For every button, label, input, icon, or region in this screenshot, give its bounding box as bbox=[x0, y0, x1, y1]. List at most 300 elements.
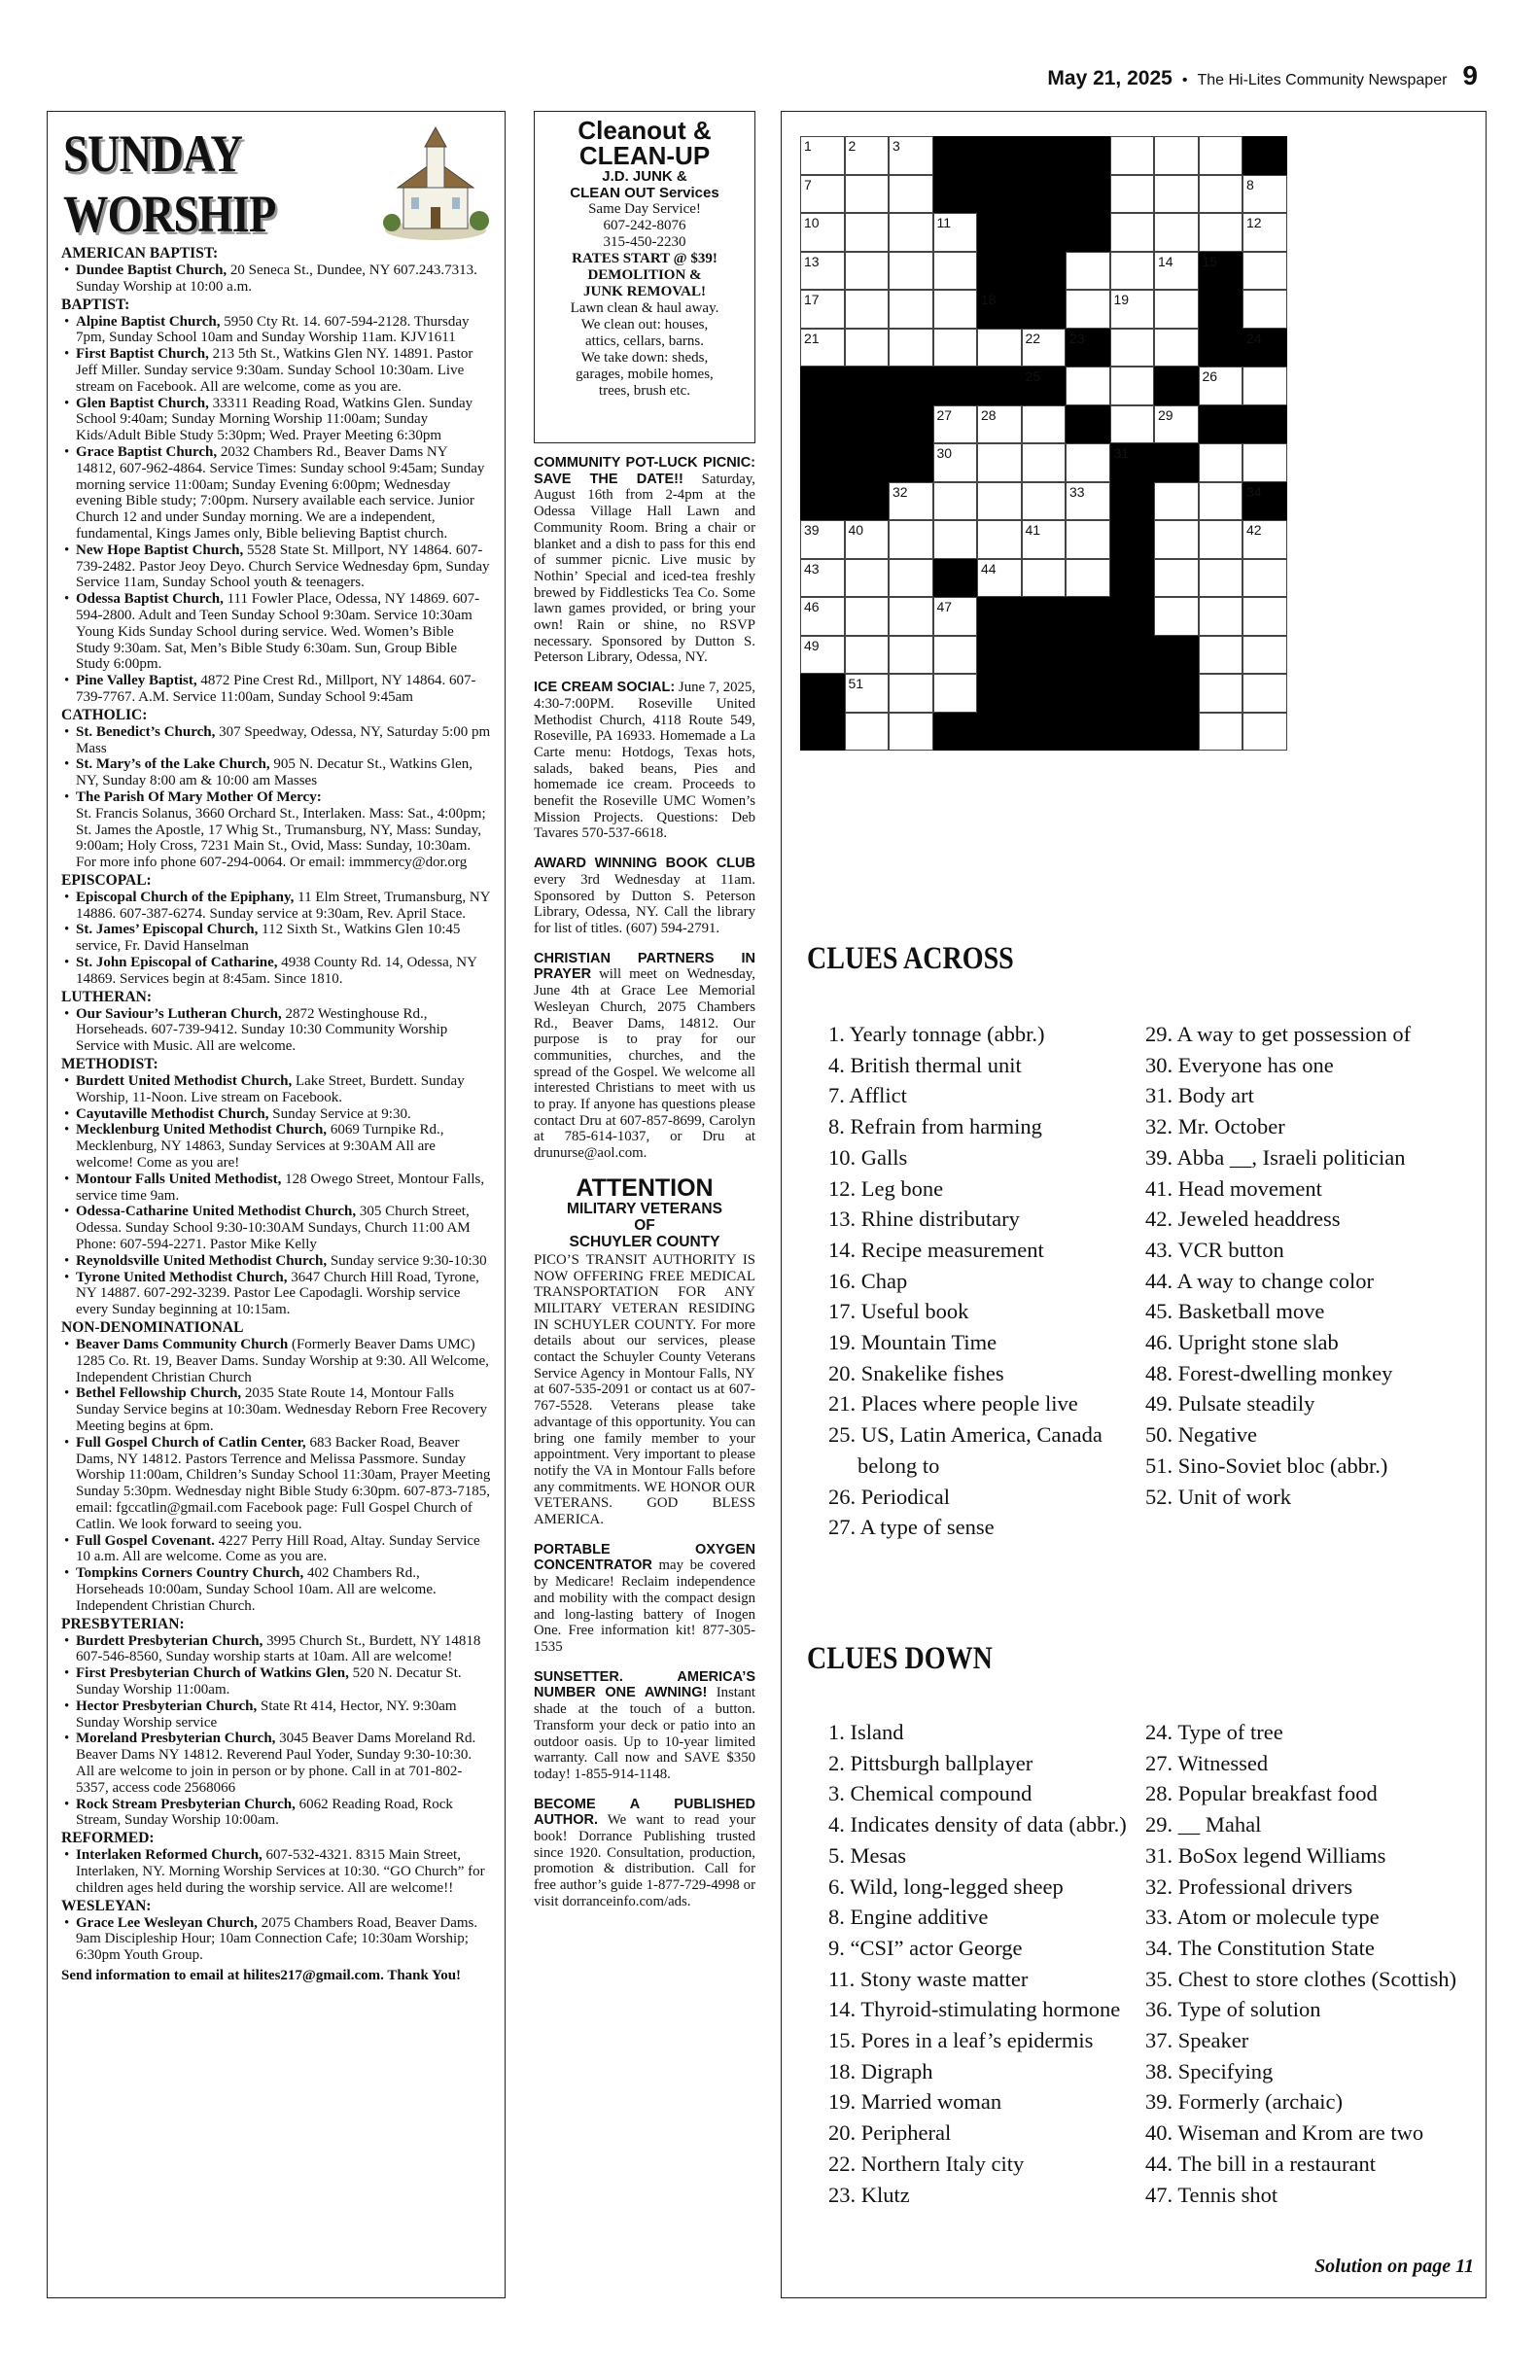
crossword-cell[interactable] bbox=[1242, 252, 1287, 291]
clue-number: 21 bbox=[804, 330, 820, 346]
crossword-cell[interactable] bbox=[845, 597, 890, 636]
clue: 49. Pulsate steadily bbox=[1145, 1391, 1315, 1417]
church-listing bbox=[61, 346, 491, 395]
crossword-cell[interactable] bbox=[977, 443, 1022, 482]
church-listing bbox=[61, 1797, 491, 1830]
clues-down-right bbox=[1145, 1717, 1456, 2210]
church-details: 307 Speedway, Odessa, NY, Saturday 5:00 pm Mass bbox=[76, 723, 491, 756]
crossword-black-square bbox=[800, 443, 845, 482]
crossword-cell[interactable] bbox=[1154, 597, 1199, 636]
bullet-icon: • bbox=[64, 262, 70, 278]
crossword-cell[interactable] bbox=[800, 329, 845, 368]
clue-number: 24 bbox=[1246, 330, 1262, 346]
crossword-cell[interactable] bbox=[933, 674, 978, 713]
church-listing bbox=[61, 955, 491, 988]
crossword-cell[interactable] bbox=[933, 443, 978, 482]
crossword-cell[interactable] bbox=[1110, 252, 1155, 291]
clue: belong to bbox=[858, 1452, 940, 1478]
crossword-black-square bbox=[800, 367, 845, 405]
clue-number: 17 bbox=[804, 292, 820, 307]
clue-number: 51 bbox=[848, 676, 864, 691]
ad-line: We clean out: houses, bbox=[580, 317, 709, 332]
clue-number: 42 bbox=[1246, 522, 1262, 538]
crossword-cell[interactable] bbox=[845, 213, 890, 252]
clue: 8. Refrain from harming bbox=[828, 1114, 1042, 1139]
church-name: Beaver Dams Community Church bbox=[76, 1337, 289, 1353]
crossword-cell[interactable] bbox=[889, 482, 933, 521]
bullet-icon: • bbox=[64, 591, 70, 608]
clue: 17. Useful book bbox=[828, 1299, 969, 1324]
crossword-cell[interactable] bbox=[800, 636, 845, 675]
crossword-black-square bbox=[1110, 559, 1155, 598]
church-listing bbox=[61, 1565, 491, 1614]
church-listing bbox=[61, 444, 491, 542]
crossword-cell[interactable] bbox=[800, 559, 845, 598]
crossword-cell[interactable] bbox=[1242, 367, 1287, 405]
clue-number: 2 bbox=[848, 138, 857, 154]
sunsetter-ad: SUNSETTER. AMERICA’S NUMBER ONE AWNING! Instant shade at the touch of a button. Transform your deck or patio into an outdoor oasis. Up to 10-year limited warranty. Call now and SAVE $350 today! 1-855-914-1148. bbox=[534, 1668, 755, 1782]
crossword-cell[interactable] bbox=[889, 674, 933, 713]
crossword-cell[interactable] bbox=[933, 597, 978, 636]
crossword-cell[interactable] bbox=[1199, 175, 1243, 214]
crossword-cell[interactable] bbox=[1242, 597, 1287, 636]
bullet-icon: • bbox=[64, 1385, 70, 1402]
crossword-cell[interactable] bbox=[933, 213, 978, 252]
clue-number: 31 bbox=[1113, 445, 1130, 461]
potluck-notice: COMMUNITY POT-LUCK PICNIC: SAVE THE DATE!! Saturday, August 16th from 2-4pm at the Odessa Village Hall Lawn and Community Room. Bring a chair or blanket and a dish to pass for this end of summer picnic. Live music by Nothin’ Special and iced-tea freshly brewed by Fiddlesticks Tea Co. Some lawn games provided, or bring your own! Rain or shine, no RSVP necessary. Sponsored by Dutton S. Peterson Library, Odessa, NY. bbox=[534, 455, 755, 666]
bullet-icon: • bbox=[64, 1073, 70, 1090]
church-listing bbox=[61, 1106, 491, 1123]
crossword-cell[interactable] bbox=[1242, 636, 1287, 675]
crossword-cell[interactable] bbox=[933, 405, 978, 444]
clue: 36. Type of solution bbox=[1145, 1997, 1321, 2022]
clue: 50. Negative bbox=[1145, 1422, 1257, 1448]
clue: 16. Chap bbox=[828, 1268, 908, 1293]
clue: 19. Married woman bbox=[828, 2089, 1002, 2115]
page-header bbox=[1047, 60, 1478, 89]
crossword-cell[interactable] bbox=[889, 290, 933, 329]
clue: 20. Peripheral bbox=[828, 2120, 952, 2146]
clue-number: 22 bbox=[1025, 330, 1041, 346]
church-details: 2032 Chambers Rd., Beaver Dams NY 14812, 607-962-4864. Service Times: Sunday school 9:45am; Sunday morning service 11:00am; Sunday Evening 6:00pm; Wednesday evening Bible study; 7:00pm. Nursery available each service. Junior Church 12 and under Sunday morning. We are a independent, fundamental, Kings James only, Bible believing Baptist church. bbox=[76, 443, 485, 542]
crossword-cell[interactable] bbox=[1110, 175, 1155, 214]
church-listing bbox=[61, 1847, 491, 1896]
crossword-cell[interactable] bbox=[800, 290, 845, 329]
crossword-cell[interactable] bbox=[889, 713, 933, 752]
crossword-black-square bbox=[977, 252, 1022, 291]
phone-1: 607-242-8076 bbox=[603, 218, 686, 233]
crossword-cell[interactable] bbox=[1110, 329, 1155, 368]
clue: 33. Atom or molecule type bbox=[1145, 1905, 1380, 1930]
clues-down-left bbox=[828, 1717, 1127, 2210]
clue-number: 47 bbox=[936, 599, 953, 614]
church-details: 607-532-4321. 8315 Main Street, Interlaken, NY. Morning Worship Services at 10:30. “GO Church” for children ages held during the worship service. All are welcome!! bbox=[76, 1847, 485, 1896]
crossword-cell[interactable] bbox=[1066, 559, 1110, 598]
crossword-cell[interactable] bbox=[1154, 482, 1199, 521]
crossword-cell[interactable] bbox=[977, 405, 1022, 444]
crossword-black-square bbox=[1066, 136, 1110, 175]
crossword-black-square bbox=[1242, 482, 1287, 521]
church-listing bbox=[61, 922, 491, 955]
clue: 31. BoSox legend Williams bbox=[1145, 1842, 1386, 1868]
crossword-cell[interactable] bbox=[977, 559, 1022, 598]
crossword-black-square bbox=[1154, 713, 1199, 752]
crossword-cell[interactable] bbox=[1066, 482, 1110, 521]
clue: 27. Witnessed bbox=[1145, 1750, 1269, 1775]
clue: 11. Stony waste matter bbox=[828, 1966, 1029, 1991]
crossword-black-square bbox=[845, 405, 890, 444]
crossword-cell[interactable] bbox=[1242, 213, 1287, 252]
clue: 13. Rhine distributary bbox=[828, 1207, 1020, 1232]
crossword-cell[interactable] bbox=[800, 520, 845, 559]
church-name: St. Mary’s of the Lake Church, bbox=[76, 756, 270, 773]
crossword-cell[interactable] bbox=[1242, 559, 1287, 598]
crossword-cell[interactable] bbox=[1242, 674, 1287, 713]
crossword-cell[interactable] bbox=[845, 674, 890, 713]
crossword-cell[interactable] bbox=[800, 213, 845, 252]
crossword-cell[interactable] bbox=[845, 175, 890, 214]
crossword-cell[interactable] bbox=[1154, 405, 1199, 444]
crossword-cell[interactable] bbox=[845, 559, 890, 598]
church-name: The Parish Of Mary Mother Of Mercy: bbox=[76, 788, 322, 805]
crossword-cell[interactable] bbox=[933, 290, 978, 329]
church-details: 112 Sixth St., Watkins Glen 10:45 service, Fr. David Hanselman bbox=[76, 922, 461, 955]
church-name: Full Gospel Covenant. bbox=[76, 1532, 215, 1549]
church-name: St. Benedict’s Church, bbox=[76, 723, 216, 740]
crossword-black-square bbox=[800, 674, 845, 713]
crossword-cell[interactable] bbox=[1154, 252, 1199, 291]
crossword-cell[interactable] bbox=[889, 597, 933, 636]
clues-across-right bbox=[1145, 1019, 1411, 1512]
church-listing bbox=[61, 1385, 491, 1434]
crossword-black-square bbox=[1066, 329, 1110, 368]
clue: 12. Leg bone bbox=[828, 1175, 944, 1201]
demolition: DEMOLITION & bbox=[587, 267, 702, 283]
crossword-black-square bbox=[1110, 636, 1155, 675]
community-notices bbox=[534, 455, 755, 1924]
crossword-cell[interactable] bbox=[1154, 520, 1199, 559]
church-listing bbox=[61, 591, 491, 673]
cleanout-title-2: CLEAN-UP bbox=[578, 141, 711, 170]
crossword-cell[interactable] bbox=[1066, 252, 1110, 291]
bullet-icon: • bbox=[64, 673, 70, 689]
crossword-cell[interactable] bbox=[933, 520, 978, 559]
sunday-worship-column bbox=[47, 111, 506, 2298]
clue: 5. Mesas bbox=[828, 1842, 906, 1868]
crossword-black-square bbox=[800, 713, 845, 752]
clue-number: 49 bbox=[804, 637, 820, 653]
crossword-cell[interactable] bbox=[845, 329, 890, 368]
crossword-cell[interactable] bbox=[889, 520, 933, 559]
crossword-black-square bbox=[1154, 443, 1199, 482]
worship-section-heading: WESLEYAN: bbox=[61, 1897, 152, 1914]
header-separator: • bbox=[1181, 72, 1188, 88]
bullet-icon: • bbox=[64, 1847, 70, 1864]
crossword-cell[interactable] bbox=[1154, 213, 1199, 252]
clue: 22. Northern Italy city bbox=[828, 2151, 1025, 2176]
crossword-cell[interactable] bbox=[1242, 443, 1287, 482]
church-details: 20 Seneca St., Dundee, NY 607.243.7313. Sunday Worship at 10:00 a.m. bbox=[76, 262, 477, 295]
crossword-cell[interactable] bbox=[1199, 367, 1243, 405]
worship-section-heading: AMERICAN BAPTIST: bbox=[61, 245, 219, 262]
clues-down-title: CLUES DOWN bbox=[807, 1641, 993, 1676]
worship-title: SUNDAY WORSHIP bbox=[63, 124, 276, 243]
cleanout-title: Cleanout & bbox=[578, 116, 712, 145]
worship-section-heading: BAPTIST: bbox=[61, 296, 130, 313]
clue-number: 46 bbox=[804, 599, 820, 614]
crossword-cell[interactable] bbox=[845, 636, 890, 675]
church-icon bbox=[382, 125, 489, 242]
church-details: 5950 Cty Rt. 14. 607-594-2128. Thursday 7pm, Sunday School 10am and Sunday Worship 11am. KJV1611 bbox=[76, 313, 470, 346]
crossword-cell[interactable] bbox=[1110, 213, 1155, 252]
crossword-black-square bbox=[1199, 252, 1243, 291]
clue-number: 32 bbox=[892, 483, 908, 500]
church-name: Dundee Baptist Church, bbox=[76, 262, 228, 278]
clue: 6. Wild, long-legged sheep bbox=[828, 1873, 1064, 1899]
crossword-cell[interactable] bbox=[1242, 290, 1287, 329]
company-name: J.D. JUNK & bbox=[602, 168, 687, 185]
church-details: 128 Owego Street, Montour Falls, service time 9am. bbox=[76, 1171, 485, 1204]
clue: 52. Unit of work bbox=[1145, 1484, 1291, 1509]
prayer-notice: CHRISTIAN PARTNERS IN PRAYER will meet on Wednesday, June 4th at Grace Lee Memorial Wesleyan Church, 2075 Chambers Rd., Beaver Dams, 14812. Our purpose is to pray for our communities, churches, and the spread of the Gospel. We welcome all interested Christians to meet with us to pray. If anyone has questions please contact Dru at 607-857-8699, Carolyn at 785-614-1037, or Dru at drunurse@aol.com. bbox=[534, 950, 755, 1162]
crossword-cell[interactable] bbox=[1199, 674, 1243, 713]
issue-date: May 21, 2025 bbox=[1047, 67, 1172, 89]
church-name: Odessa Baptist Church, bbox=[76, 591, 224, 608]
crossword-cell[interactable] bbox=[845, 713, 890, 752]
church-details: State Rt 414, Hector, NY. 9:30am Sunday Worship service bbox=[76, 1698, 457, 1731]
church-name: Alpine Baptist Church, bbox=[76, 313, 221, 330]
crossword-cell[interactable] bbox=[1022, 520, 1067, 559]
crossword-cell[interactable] bbox=[1199, 520, 1243, 559]
clue: 42. Jeweled headdress bbox=[1145, 1207, 1341, 1232]
church-name: Tyrone United Methodist Church, bbox=[76, 1269, 288, 1285]
crossword-black-square bbox=[977, 636, 1022, 675]
crossword-cell[interactable] bbox=[1199, 136, 1243, 175]
crossword-cell[interactable] bbox=[1199, 482, 1243, 521]
church-details: 4227 Perry Hill Road, Altay. Sunday Service 10 a.m. All are welcome. Come as you are. bbox=[76, 1532, 480, 1565]
clue: 43. VCR button bbox=[1145, 1237, 1284, 1262]
crossword-cell[interactable] bbox=[1110, 405, 1155, 444]
crossword-cell[interactable] bbox=[977, 520, 1022, 559]
church-name: Glen Baptist Church, bbox=[76, 395, 209, 411]
bullet-icon: • bbox=[64, 443, 70, 460]
crossword-black-square bbox=[1022, 674, 1067, 713]
crossword-cell[interactable] bbox=[889, 136, 933, 175]
crossword-cell[interactable] bbox=[1154, 136, 1199, 175]
crossword-cell[interactable] bbox=[845, 520, 890, 559]
crossword-cell[interactable] bbox=[1242, 175, 1287, 214]
crossword-cell[interactable] bbox=[889, 252, 933, 291]
crossword-cell[interactable] bbox=[933, 636, 978, 675]
church-listing bbox=[61, 1731, 491, 1796]
clue: 48. Forest-dwelling monkey bbox=[1145, 1360, 1393, 1385]
crossword-cell[interactable] bbox=[1154, 329, 1199, 368]
crossword-cell[interactable] bbox=[800, 136, 845, 175]
clue: 14. Recipe measurement bbox=[828, 1237, 1044, 1262]
crossword-cell[interactable] bbox=[1022, 443, 1067, 482]
church-name: Reynoldsville United Methodist Church, bbox=[76, 1252, 328, 1269]
crossword-black-square bbox=[800, 405, 845, 444]
ad-line: garages, mobile homes, bbox=[576, 367, 714, 382]
crossword-black-square bbox=[1110, 713, 1155, 752]
crossword-black-square bbox=[1022, 213, 1067, 252]
crossword-cell[interactable] bbox=[1022, 559, 1067, 598]
worship-section-heading: PRESBYTERIAN: bbox=[61, 1615, 185, 1632]
crossword-black-square bbox=[1066, 636, 1110, 675]
crossword-cell[interactable] bbox=[1022, 329, 1067, 368]
church-listing bbox=[61, 542, 491, 591]
church-details: 4938 County Rd. 14, Odessa, NY 14869. Services begin at 8:45am. Since 1810. bbox=[76, 955, 477, 987]
church-details: 3995 Church St., Burdett, NY 14818 607-546-8560, Sunday worship starts at 10am. All are welcome! bbox=[76, 1632, 481, 1665]
crossword-cell[interactable] bbox=[977, 329, 1022, 368]
crossword-black-square bbox=[1066, 175, 1110, 214]
clue-number: 34 bbox=[1246, 483, 1262, 500]
crossword-black-square bbox=[933, 136, 978, 175]
crossword-cell[interactable] bbox=[800, 597, 845, 636]
clue: 40. Wiseman and Krom are two bbox=[1145, 2120, 1424, 2146]
crossword-cell[interactable] bbox=[933, 482, 978, 521]
clue-number: 1 bbox=[804, 138, 812, 154]
church-listing bbox=[61, 1172, 491, 1205]
crossword-black-square bbox=[1199, 405, 1243, 444]
crossword-cell[interactable] bbox=[977, 482, 1022, 521]
crossword-black-square bbox=[1066, 405, 1110, 444]
church-name: Burdett United Methodist Church, bbox=[76, 1073, 293, 1090]
church-listing bbox=[61, 1665, 491, 1698]
church-details: 2075 Chambers Road, Beaver Dams. 9am Discipleship Hour; 10am Connection Cafe; 10:30am Worship; 6:30pm Youth Group. bbox=[76, 1914, 478, 1964]
church-name: Rock Stream Presbyterian Church, bbox=[76, 1796, 296, 1812]
clue: 1. Yearly tonnage (abbr.) bbox=[828, 1022, 1045, 1046]
clue: 35. Chest to store clothes (Scottish) bbox=[1145, 1966, 1456, 1991]
bullet-icon: • bbox=[64, 346, 70, 363]
crossword-cell[interactable] bbox=[1066, 520, 1110, 559]
crossword-black-square bbox=[889, 405, 933, 444]
crossword-black-square bbox=[933, 367, 978, 405]
clue-number: 43 bbox=[804, 560, 820, 577]
church-details: 3045 Beaver Dams Moreland Rd. Beaver Dams NY 14812. Reverend Paul Yoder, Sunday 9:30-10:30. All are welcome to join in person or by phone. Call in at 701-802-5357, access code 2568066 bbox=[76, 1731, 476, 1796]
clue: 3. Chemical compound bbox=[828, 1781, 1032, 1806]
crossword-cell[interactable] bbox=[889, 329, 933, 368]
clue: 41. Head movement bbox=[1145, 1175, 1322, 1201]
clue: 28. Popular breakfast food bbox=[1145, 1781, 1378, 1806]
clue: 14. Thyroid-stimulating hormone bbox=[828, 1997, 1121, 2022]
church-name: Interlaken Reformed Church, bbox=[76, 1847, 262, 1864]
phone-2: 315-450-2230 bbox=[603, 234, 686, 250]
crossword-cell[interactable] bbox=[1066, 443, 1110, 482]
church-listing bbox=[61, 724, 491, 757]
crossword-black-square bbox=[1242, 329, 1287, 368]
crossword-cell[interactable] bbox=[800, 252, 845, 291]
crossword-cell[interactable] bbox=[1199, 443, 1243, 482]
crossword-cell[interactable] bbox=[1154, 175, 1199, 214]
crossword-cell[interactable] bbox=[845, 136, 890, 175]
church-details: 33311 Reading Road, Watkins Glen. Sunday School 9:40am; Sunday Morning Worship 11:00am; Sunday Kids/Adult Bible Study 5:30pm; Wed. Prayer Meeting 6:30pm bbox=[76, 395, 473, 444]
bullet-icon: • bbox=[64, 395, 70, 411]
clue: 29. A way to get possession of bbox=[1145, 1022, 1412, 1046]
crossword-cell[interactable] bbox=[1242, 713, 1287, 752]
church-name: First Presbyterian Church of Watkins Glen, bbox=[76, 1665, 349, 1682]
crossword-black-square bbox=[1066, 674, 1110, 713]
crossword-cell[interactable] bbox=[1199, 713, 1243, 752]
clue: 34. The Constitution State bbox=[1145, 1935, 1375, 1960]
church-listing bbox=[61, 1337, 491, 1385]
crossword-cell[interactable] bbox=[1110, 367, 1155, 405]
crossword-cell[interactable] bbox=[1022, 482, 1067, 521]
crossword-cell[interactable] bbox=[1154, 290, 1199, 329]
clue: 31. Body art bbox=[1145, 1083, 1254, 1108]
crossword-black-square bbox=[977, 713, 1022, 752]
clue: 15. Pores in a leaf’s epidermis bbox=[828, 2028, 1094, 2053]
church-name: Moreland Presbyterian Church, bbox=[76, 1731, 276, 1747]
church-name: Hector Presbyterian Church, bbox=[76, 1698, 258, 1714]
bullet-icon: • bbox=[64, 542, 70, 558]
parish-details: St. Francis Solanus, 3660 Orchard St., Interlaken. Mass: Sat., 4:00pm; St. James the Apostle, 17 Whig St., Trumansburg, NY, Mass: Sunday, 9:00am; Holy Cross, 7231 Main St., Ovid, Mass: Sunday, 10:30am. For more info phone 607-294-0064. Or email: immmercy@dor.org bbox=[76, 805, 486, 871]
crossword-cell[interactable] bbox=[889, 559, 933, 598]
worship-listings bbox=[61, 245, 491, 1964]
worship-section-heading: EPISCOPAL: bbox=[61, 871, 152, 889]
clue-number: 44 bbox=[981, 560, 997, 577]
crossword-cell[interactable] bbox=[889, 175, 933, 214]
church-listing bbox=[61, 1435, 491, 1533]
clue: 1. Island bbox=[828, 1720, 904, 1744]
clue: 32. Mr. October bbox=[1145, 1114, 1285, 1139]
crossword-cell[interactable] bbox=[889, 213, 933, 252]
crossword-cell[interactable] bbox=[1199, 559, 1243, 598]
crossword-black-square bbox=[1242, 136, 1287, 175]
church-details: 905 N. Decatur St., Watkins Glen, NY, Sunday 8:00 am & 10:00 am Masses bbox=[76, 756, 473, 789]
crossword-cell[interactable] bbox=[1022, 405, 1067, 444]
crossword-cell[interactable] bbox=[845, 290, 890, 329]
crossword-cell[interactable] bbox=[800, 175, 845, 214]
crossword-black-square bbox=[1110, 597, 1155, 636]
church-listing bbox=[61, 1633, 491, 1666]
church-listing bbox=[61, 1270, 491, 1318]
church-details: 520 N. Decatur St. Sunday Worship 11:00am. bbox=[76, 1665, 462, 1698]
crossword-cell[interactable] bbox=[1066, 367, 1110, 405]
rates: RATES START @ $39! bbox=[572, 251, 718, 266]
crossword-cell[interactable] bbox=[1066, 290, 1110, 329]
bullet-icon: • bbox=[64, 1532, 70, 1549]
church-name: Grace Baptist Church, bbox=[76, 443, 218, 460]
crossword-cell[interactable] bbox=[1110, 136, 1155, 175]
crossword-cell[interactable] bbox=[889, 636, 933, 675]
clue: 39. Abba __, Israeli politician bbox=[1145, 1144, 1406, 1170]
clue-number: 15 bbox=[1202, 253, 1218, 269]
crossword-cell[interactable] bbox=[1199, 597, 1243, 636]
church-listing bbox=[61, 1073, 491, 1106]
clue: 25. US, Latin America, Canada bbox=[828, 1422, 1102, 1448]
crossword-black-square bbox=[1022, 252, 1067, 291]
crossword-cell[interactable] bbox=[1154, 559, 1199, 598]
crossword-cell[interactable] bbox=[1110, 290, 1155, 329]
crossword-cell[interactable] bbox=[933, 252, 978, 291]
ad-line: Same Day Service! bbox=[588, 201, 701, 217]
clue-number: 27 bbox=[936, 406, 953, 423]
bullet-icon: • bbox=[64, 889, 70, 905]
bullet-icon: • bbox=[64, 1796, 70, 1812]
church-details: Lake Street, Burdett. Sunday Worship, 11-Noon. Live stream on Facebook. bbox=[76, 1073, 465, 1105]
crossword-cell[interactable] bbox=[933, 329, 978, 368]
crossword-cell[interactable] bbox=[845, 252, 890, 291]
crossword-cell[interactable] bbox=[1199, 213, 1243, 252]
worship-section-heading: LUTHERAN: bbox=[61, 988, 153, 1005]
clue: 4. British thermal unit bbox=[828, 1052, 1022, 1077]
crossword-cell[interactable] bbox=[1199, 636, 1243, 675]
bullet-icon: • bbox=[64, 313, 70, 330]
bullet-icon: • bbox=[64, 1252, 70, 1269]
crossword-black-square bbox=[1066, 597, 1110, 636]
crossword-cell[interactable] bbox=[1242, 520, 1287, 559]
